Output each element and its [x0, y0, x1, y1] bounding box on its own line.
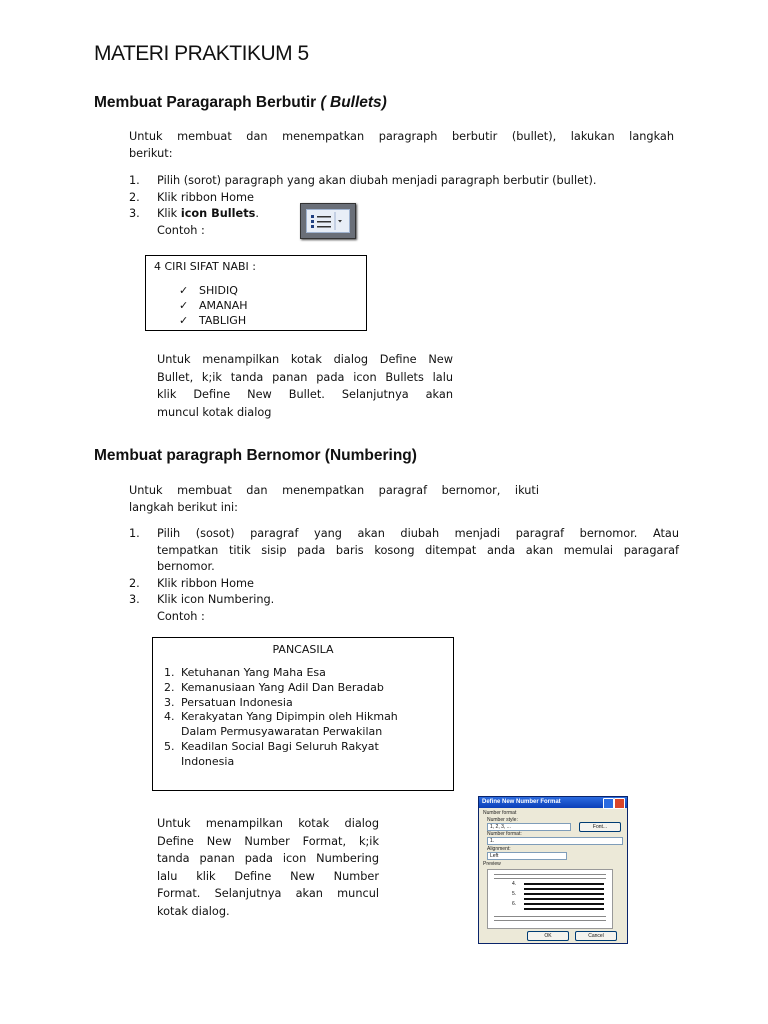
check-icon: ✓ [179, 284, 189, 297]
check-icon: ✓ [179, 299, 189, 312]
alignment-select: Left [487, 852, 567, 860]
example-list [179, 283, 248, 328]
bullets-example-box [145, 255, 367, 331]
check-icon: ✓ [179, 314, 189, 327]
list-item: ✓ TABLIGH [179, 314, 247, 327]
list-item: 2. Kemanusiaan Yang Adil Dan Beradab [164, 680, 384, 694]
list-item: 1. Ketuhanan Yang Maha Esa [164, 666, 326, 679]
example-title: 4 CIRI SIFAT NABI : [154, 260, 256, 273]
list-item: 2. Klik ribbon Home [129, 190, 254, 204]
help-icon [603, 798, 614, 809]
bullets-steps [129, 173, 689, 239]
intro-bullets-line2: berikut: [129, 147, 173, 160]
list-item: 3. Klik icon Bullets. [129, 207, 259, 220]
preview-area: 4. 5. 6. [487, 869, 613, 929]
font-button: Font... [579, 822, 621, 832]
list-item: 5. Keadilan Social Bagi Seluruh Rakyat Indonesia [164, 739, 379, 768]
contoh-label: Contoh : [157, 223, 205, 237]
list-item: 3. Persatuan Indonesia [164, 695, 293, 709]
list-item: 1. Pilih (sorot) paragraph yang akan diubah menjadi paragraph berbutir (bullet). [129, 174, 597, 187]
heading-text: Membuat Paragaraph Berbutir [94, 94, 317, 111]
list-item: 1. Pilih (sosot) paragraf yang akan diubah menjadi paragraf bernomor. Atau tempatkan titik sisip pada baris kosong ditempat anda akan memulai paragaraf bernomor. [129, 527, 679, 573]
heading-italic: ( Bullets) [320, 94, 387, 111]
dialog-titlebar: Define New Number Format [479, 797, 627, 808]
list-item: 2. Klik ribbon Home [129, 576, 254, 590]
numbering-note: Untuk menampilkan kotak dialog Define New Number Format, k;ik tanda panan pada icon Numbering lalu klik Define New Number Format. Selanjutnya akan muncul kotak dialog. [157, 817, 379, 918]
section-heading-numbering: Membuat paragraph Bernomor (Numbering) [94, 447, 417, 464]
list-item: 4. Kerakyatan Yang Dipimpin oleh Hikmah Dalam Permusyawaratan Perwakilan [164, 710, 398, 739]
example-list [164, 666, 444, 770]
define-number-format-dialog: Define New Number Format Number format Number style: 1, 2, 3, ... Font... Number format: 1. Alignment: Left Preview 4. 5. 6. OK Cancel [478, 796, 628, 944]
list-item: ✓ AMANAH [179, 299, 248, 312]
intro-bullets-line1: Untuk membuat dan menempatkan paragraph berbutir (bullet), lakukan langkah [129, 130, 674, 143]
number-style-select: 1, 2, 3, ... [487, 823, 571, 831]
numbering-example-box [152, 637, 454, 791]
example-title: PANCASILA [272, 643, 334, 656]
section-heading-bullets [94, 94, 387, 112]
close-icon [614, 798, 625, 809]
page-title: MATERI PRAKTIKUM 5 [94, 42, 309, 65]
bullets-button-icon [300, 203, 356, 239]
list-item: 3. Klik icon Numbering. [129, 593, 275, 606]
intro-numbering: Untuk membuat dan menempatkan paragraf bernomor, ikuti langkah berikut ini: [129, 484, 539, 514]
list-item: ✓ SHIDIQ [179, 284, 238, 297]
number-format-field: 1. [487, 837, 623, 845]
ok-button: OK [527, 931, 569, 941]
contoh-label: Contoh : [157, 609, 205, 623]
numbering-steps [129, 526, 679, 625]
bullets-note: Untuk menampilkan kotak dialog Define New Bullet, k;ik tanda panan pada icon Bullets lalu klik Define New Bullet. Selanjutnya akan muncul kotak dialog [157, 353, 453, 419]
cancel-button: Cancel [575, 931, 617, 941]
